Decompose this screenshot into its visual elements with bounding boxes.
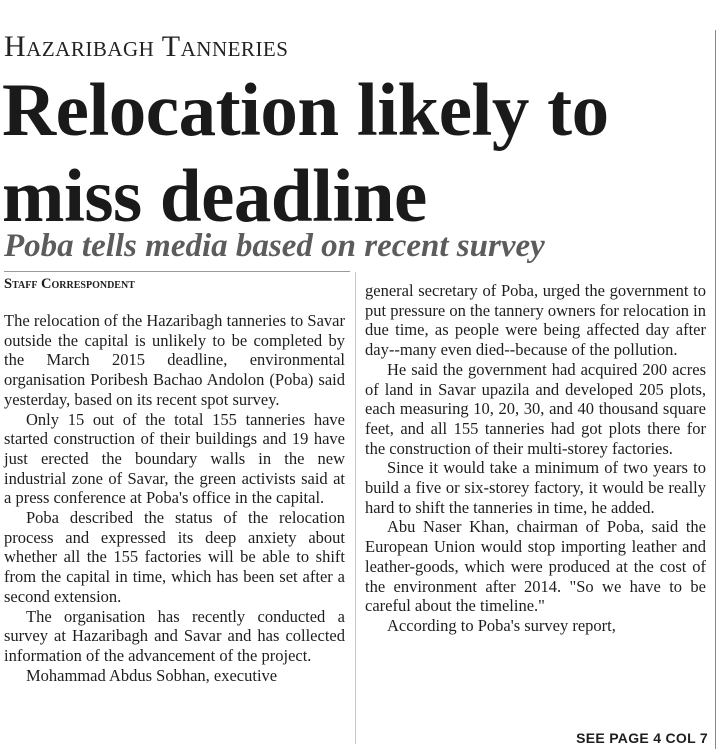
column-divider [355, 272, 356, 744]
paragraph: general secretary of Poba, urged the government to put pressure on the tannery owners for relocation in due time, as people were being affected day after day--many even died--because of the pollution. [365, 281, 706, 360]
paragraph: Since it would take a minimum of two years to build a five or six-storey factory, it would be really hard to shift the tanneries in time, he added. [365, 458, 706, 517]
headline [2, 68, 714, 240]
kicker: Hazaribagh Tanneries [4, 30, 289, 63]
continuation-jump-line: SEE PAGE 4 COL 7 [576, 730, 708, 746]
paragraph: Poba described the status of the relocation process and expressed its deep anxiety about whether all the 155 factories will be able to shift from the capital in time, which has been set after a second extension. [4, 508, 345, 606]
subheadline: Poba tells media based on recent survey [4, 228, 545, 264]
byline-rule [4, 271, 350, 272]
paragraph: He said the government had acquired 200 acres of land in Savar upazila and developed 205 plots, each measuring 10, 20, 30, and 40 thousand square feet, and all 155 tanneries had got plots there for the construction of their multi-storey factories. [365, 359, 706, 458]
body-column-right [365, 281, 706, 636]
body-column-left [4, 311, 345, 685]
paragraph: Only 15 out of the total 155 tanneries have started construction of their buildings and 19 have just erected the boundary walls in the new industrial zone of Savar, the green activists said at a press conference at Poba's office in the capital. [4, 409, 345, 508]
headline-line-2: miss deadline [2, 155, 427, 238]
paragraph: Abu Naser Khan, chairman of Poba, said the European Union would stop importing leather and leather-goods, which were produced at the cost of the environment after 2014. "So we have to be careful about the timeline." [365, 517, 706, 616]
byline: Staff Correspondent [4, 276, 135, 292]
paragraph: According to Poba's survey report, [387, 615, 616, 635]
headline-line-1: Relocation likely to [2, 69, 609, 152]
right-margin-rule [715, 30, 716, 749]
paragraph: Mohammad Abdus Sobhan, executive [26, 665, 278, 685]
paragraph: The relocation of the Hazaribagh tanneries to Savar outside the capital is unlikely to be completed by the March 2015 deadline, environmental organisation Poribesh Bachao Andolon (Poba) said yesterday, based on its recent spot survey. [4, 311, 345, 409]
paragraph: The organisation has recently conducted a survey at Hazaribagh and Savar and has collected information of the advancement of the project. [4, 606, 345, 665]
